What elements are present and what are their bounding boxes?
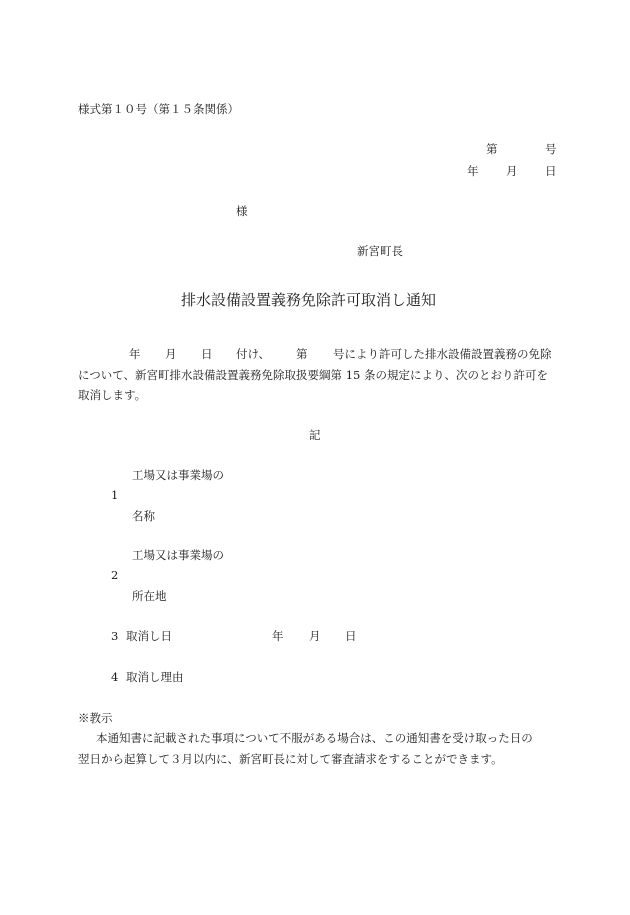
body-line2: について、新宮町排水設備設置義務免除取扱要綱第 15 条の規定により、次のとおり許可を [78, 368, 548, 382]
doc-date-month: 月 [506, 164, 518, 178]
item-label: 取消し日 [126, 629, 172, 643]
doc-number-suffix: 号 [545, 142, 557, 156]
body-line1-rest: 号により許可した排水設備設置義務の免除 [333, 347, 552, 361]
item-label: 取消し理由 [126, 670, 184, 684]
item-number: 4 [111, 670, 119, 684]
item-month: 月 [309, 629, 321, 643]
page-title: 排水設備設置義務免除許可取消し通知 [181, 291, 437, 309]
item-label-top: 工場又は事業場の [132, 468, 224, 482]
body-number-prefix: 第 [296, 347, 308, 361]
item-label-top: 工場又は事業場の [132, 548, 224, 562]
item-number: 3 [111, 629, 119, 643]
doc-date-year: 年 [467, 164, 479, 178]
body-month: 月 [165, 347, 177, 361]
form-label: 様式第１０号（第１５条関係） [78, 102, 239, 116]
notice-heading: ※教示 [78, 711, 113, 725]
ki-mark: 記 [309, 428, 321, 442]
doc-date-day: 日 [545, 164, 557, 178]
item-year: 年 [272, 629, 284, 643]
doc-number-prefix: 第 [486, 142, 498, 156]
item-day: 日 [345, 629, 357, 643]
body-day: 日 [201, 347, 213, 361]
body-line3: 取消します。 [78, 388, 147, 402]
notice-line1: 本通知書に記載された事項について不服がある場合は、この通知書を受け取った日の [96, 731, 533, 745]
sender-name: 新宮町長 [357, 244, 403, 258]
body-dated: 付け、 [236, 347, 271, 361]
item-number: 1 [111, 488, 119, 502]
addressee-suffix: 様 [236, 204, 248, 218]
body-year: 年 [129, 347, 141, 361]
item-number: 2 [111, 568, 119, 582]
item-label-bottom: 所在地 [132, 589, 167, 603]
notice-line2: 翌日から起算して３月以内に、新宮町長に対して審査請求をすることができます。 [78, 752, 503, 766]
item-label-bottom: 名称 [132, 509, 155, 523]
